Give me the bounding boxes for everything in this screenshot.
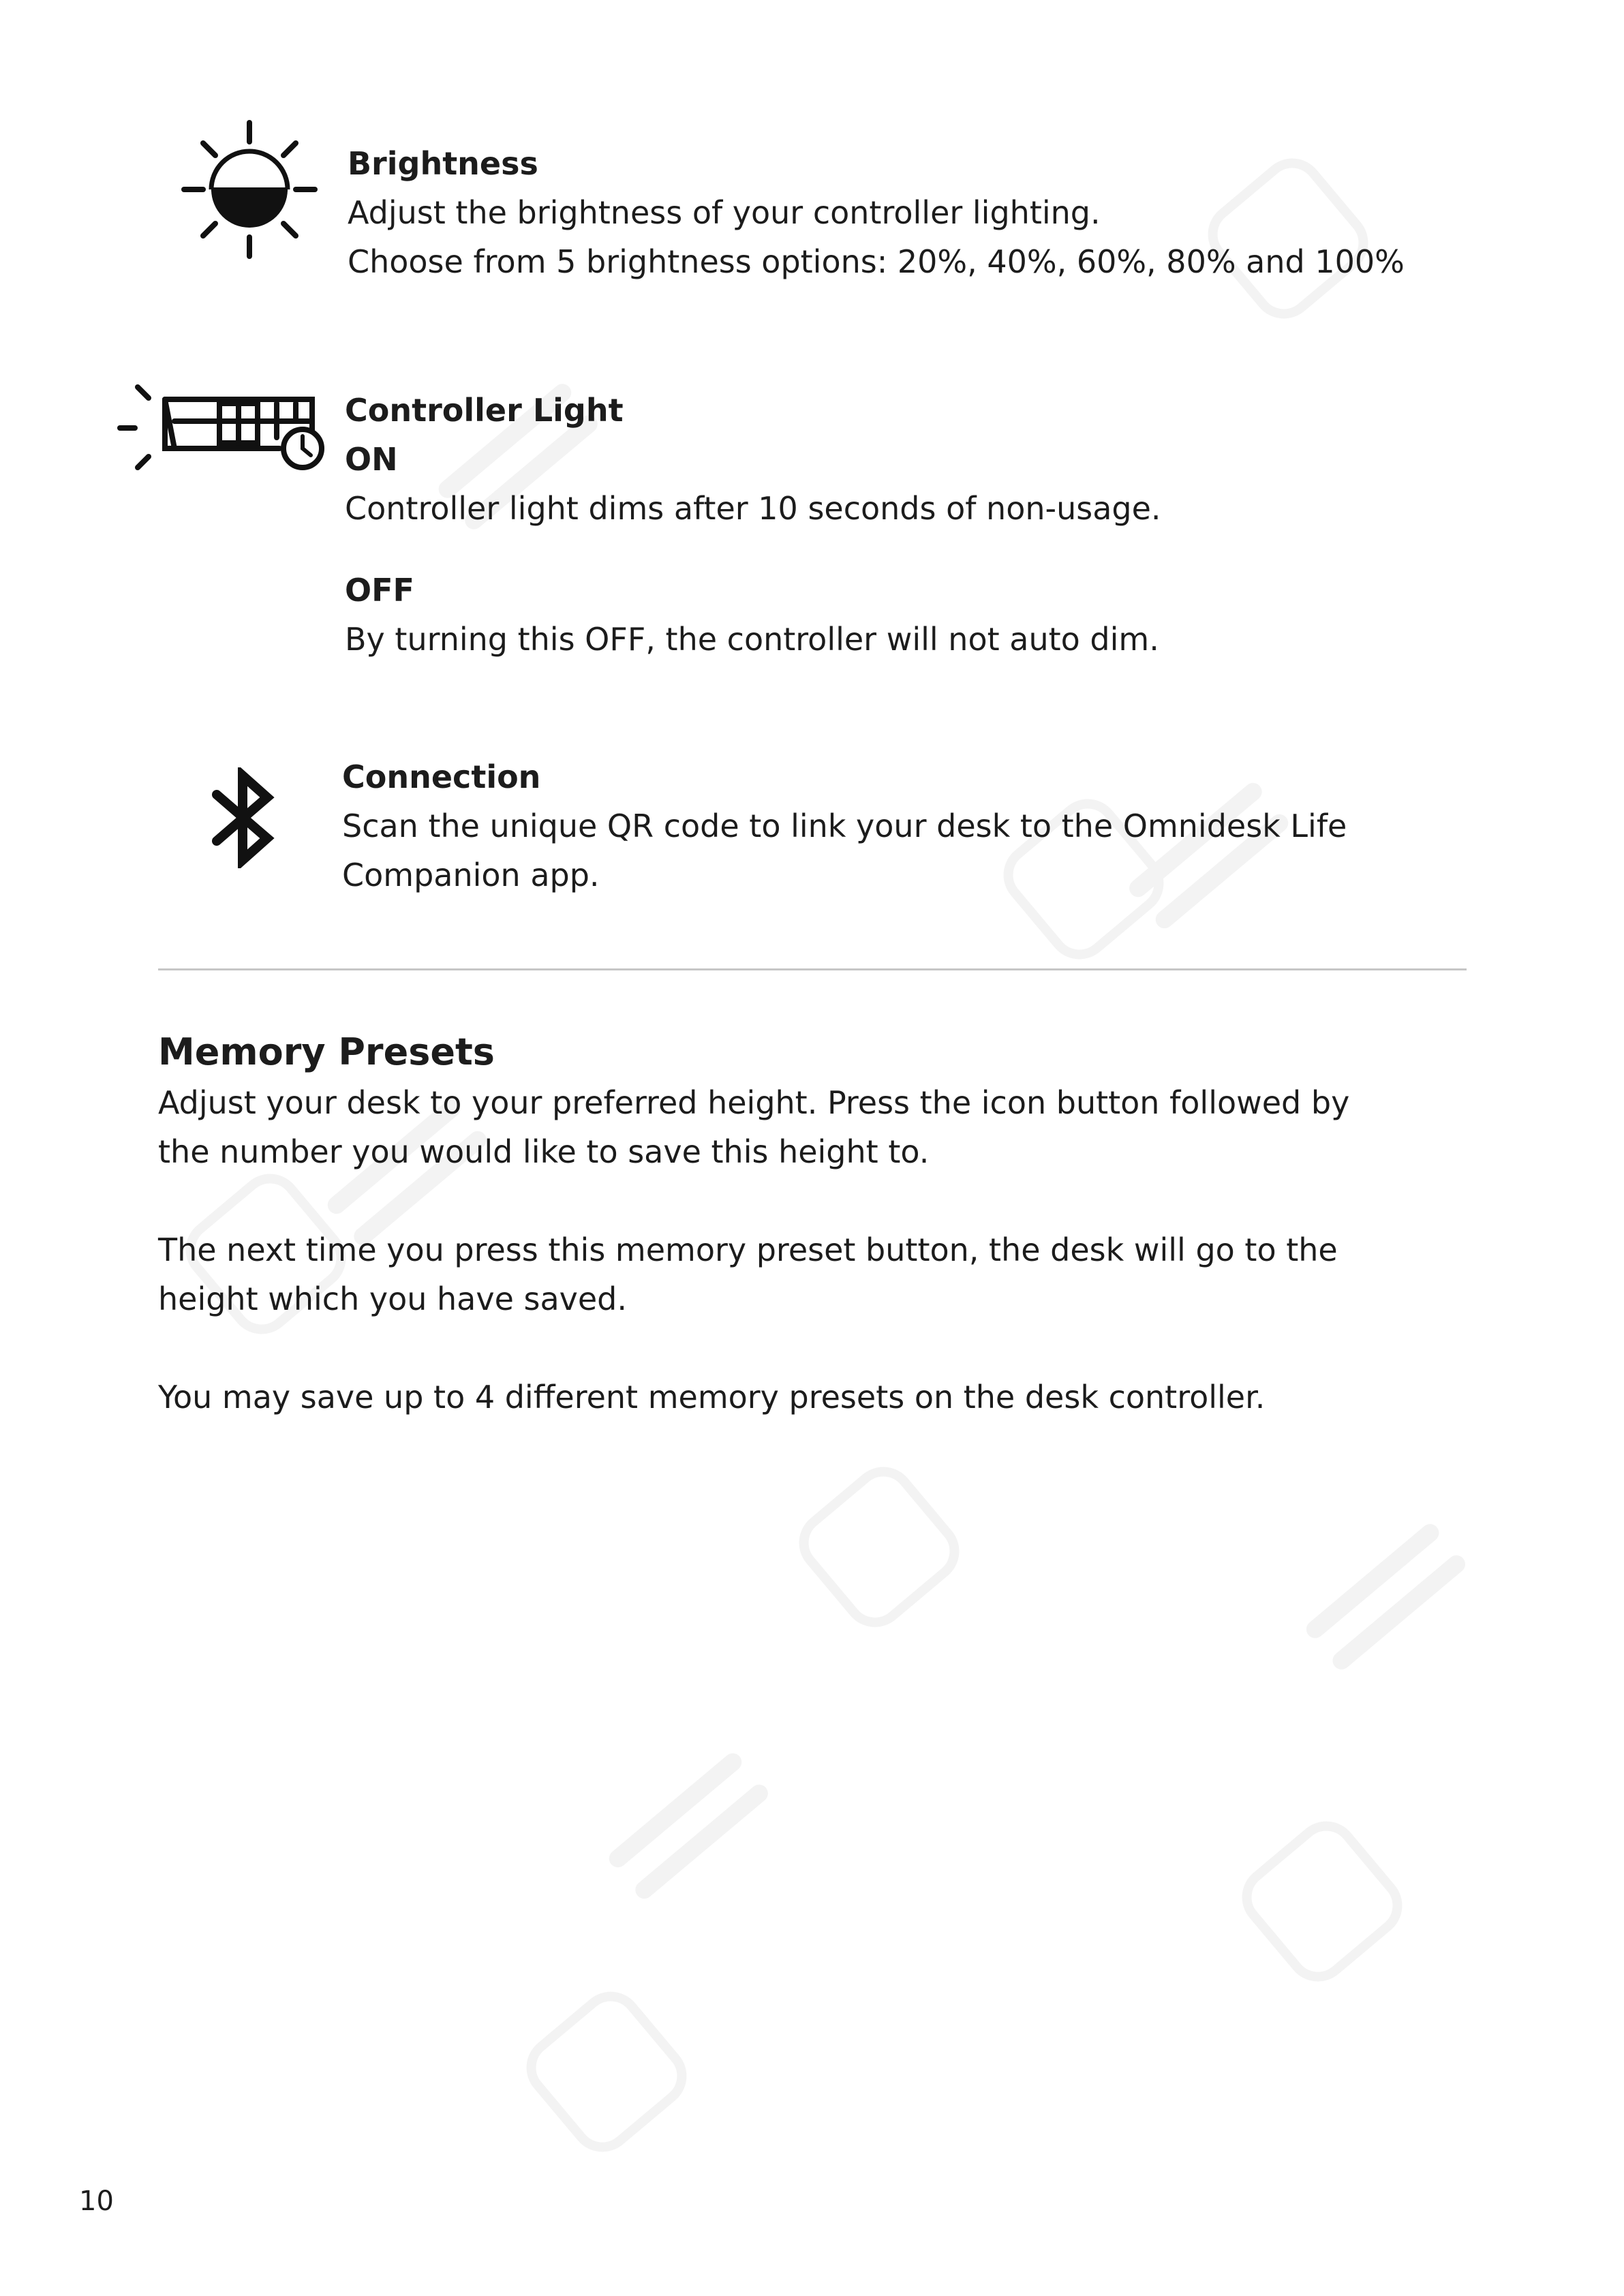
connection-title: Connection xyxy=(342,759,541,795)
memory-presets-para2-line2: height which you have saved. xyxy=(158,1281,628,1317)
connection-line-2: Companion app. xyxy=(342,857,600,893)
controller-light-on-text: Controller light dims after 10 seconds of non-usage. xyxy=(345,490,1161,527)
section-divider xyxy=(158,968,1467,970)
page-number: 10 xyxy=(79,2186,114,2217)
memory-presets-title: Memory Presets xyxy=(158,1030,495,1073)
sun-half-filled-icon xyxy=(181,120,318,259)
controller-light-timer-icon xyxy=(117,383,326,473)
bluetooth-icon xyxy=(211,767,277,868)
controller-light-off-label: OFF xyxy=(345,572,414,609)
controller-light-on-label: ON xyxy=(345,441,398,478)
brightness-title: Brightness xyxy=(348,145,538,182)
connection-section xyxy=(342,752,1347,900)
controller-light-off-text: By turning this OFF, the controller will not auto dim. xyxy=(345,621,1159,658)
controller-light-section xyxy=(345,386,1161,664)
memory-presets-section xyxy=(158,1026,1349,1422)
memory-presets-para1-line2: the number you would like to save this height to. xyxy=(158,1133,930,1170)
brightness-line-2: Choose from 5 brightness options: 20%, 40%, 60%, 80% and 100% xyxy=(348,243,1405,280)
brightness-line-1: Adjust the brightness of your controller lighting. xyxy=(348,194,1101,231)
memory-presets-para2-line1: The next time you press this memory preset button, the desk will go to the xyxy=(158,1231,1338,1268)
memory-presets-para1-line1: Adjust your desk to your preferred height. Press the icon button followed by xyxy=(158,1084,1350,1121)
connection-line-1: Scan the unique QR code to link your desk to the Omnidesk Life xyxy=(342,808,1347,844)
controller-light-title: Controller Light xyxy=(345,392,624,429)
memory-presets-para3: You may save up to 4 different memory presets on the desk controller. xyxy=(158,1379,1266,1415)
brightness-section xyxy=(348,139,1405,286)
